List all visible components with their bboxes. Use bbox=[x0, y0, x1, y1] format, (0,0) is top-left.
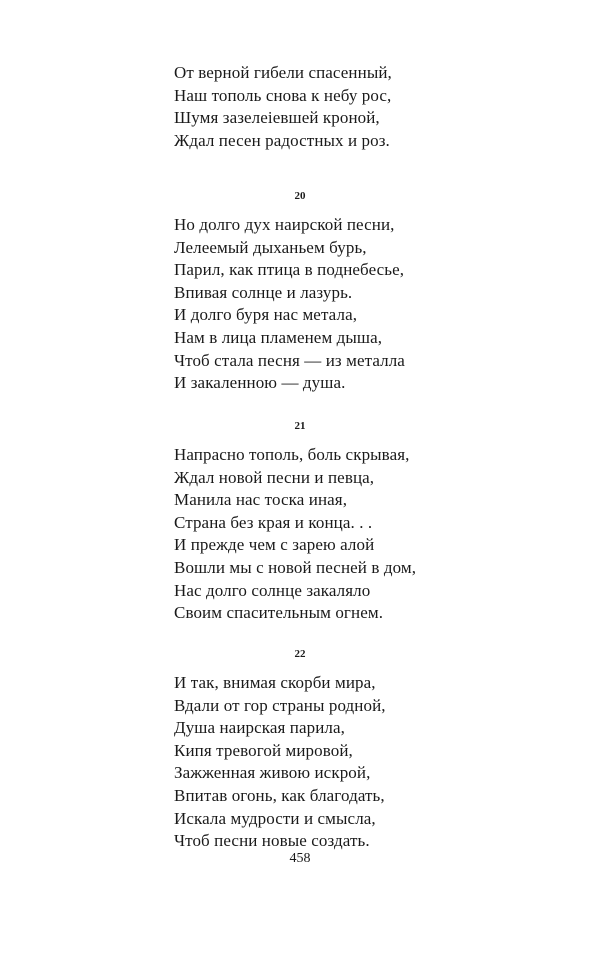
verse-line: Но долго дух наирской песни, bbox=[174, 215, 395, 234]
verse-line: Нам в лица пламенем дыша, bbox=[174, 327, 383, 347]
verse-line: Зажженная живою искрой, bbox=[174, 763, 371, 783]
verse-line: От верной гибели спасенный, bbox=[174, 63, 392, 82]
verse-line: Ждал песен радостных и роз. bbox=[174, 130, 390, 150]
verse-line: Напрасно тополь, боль скрывая, bbox=[174, 445, 410, 464]
verse-line: Впивая солнце и лазурь. bbox=[174, 282, 353, 302]
verse-line: Искала мудрости и смысла, bbox=[174, 808, 376, 828]
verse-line: И закаленною — душа. bbox=[174, 373, 346, 393]
stanza-21 bbox=[174, 444, 474, 625]
stanza-number: 20 bbox=[294, 190, 306, 202]
verse-line: Парил, как птица в поднебесье, bbox=[174, 260, 405, 280]
verse-line: Душа наирская парила, bbox=[174, 718, 346, 738]
verse-line: Своим спасительным огнем. bbox=[174, 603, 384, 623]
verse-line: Лелеемый дыханьем бурь, bbox=[174, 237, 367, 257]
verse-line: Вошли мы с новой песней в дом, bbox=[174, 557, 417, 577]
verse-line: Манила нас тоска иная, bbox=[174, 490, 348, 510]
verse-line: Ждал новой песни и певца, bbox=[174, 467, 375, 487]
page-number: 458 bbox=[289, 851, 311, 866]
verse-line: И прежде чем с зарею алой bbox=[174, 535, 375, 555]
stanza-20 bbox=[174, 214, 474, 395]
verse-line: Страна без края и конца. . . bbox=[174, 512, 373, 532]
verse-line: И долго буря нас метала, bbox=[174, 305, 358, 325]
verse-line: И так, внимая скорби мира, bbox=[174, 673, 376, 692]
verse-line: Кипя тревогой мировой, bbox=[174, 740, 353, 760]
verse-line: Вдали от гор страны родной, bbox=[174, 695, 386, 715]
stanza-number: 21 bbox=[294, 420, 306, 432]
verse-line: Шумя зазелеіевшей кроной, bbox=[174, 108, 380, 128]
verse-line: Нас долго солнце закаляло bbox=[174, 580, 371, 600]
verse-line: Впитав огонь, как благодать, bbox=[174, 785, 385, 805]
stanza-22 bbox=[174, 672, 474, 853]
verse-line: Чтоб песни новые создать. bbox=[174, 831, 370, 851]
stanza-continuation bbox=[174, 62, 474, 152]
verse-line: Чтоб стала песня — из металла bbox=[174, 350, 405, 370]
verse-line: Наш тополь снова к небу рос, bbox=[174, 85, 392, 105]
stanza-number: 22 bbox=[294, 648, 306, 660]
